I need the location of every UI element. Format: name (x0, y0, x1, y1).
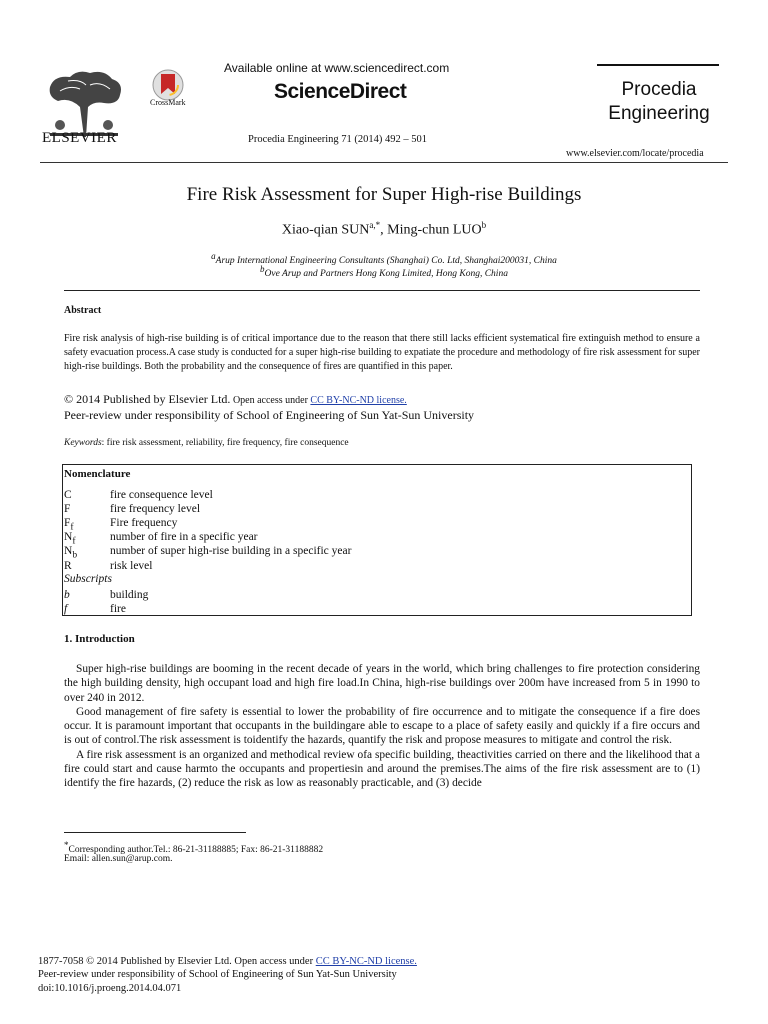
subscript-symbol: b (64, 589, 70, 601)
issn-line (38, 956, 417, 967)
footnote-email[interactable]: Email: allen.sun@arup.com. (64, 854, 173, 864)
intro-paragraph-2: Good management of fire safety is essential to lower the probability of fire occurrence and to mitigate the consequence if a fire does occur. It is paramount important that occupants in the buildingare able to escape to a place of safety easily and quickly if a fire occurs and is out of control.The risk assessment is toidentify the hazards, quantify the risk and propose measures to mitigate and control the risk. (64, 705, 700, 747)
subscript-desc: building (110, 589, 149, 601)
copyright-line (64, 392, 407, 407)
affiliation-1-text: Arup International Engineering Consultants (Shanghai) Co. Ltd, Shanghai200031, China (215, 256, 557, 267)
author-line (0, 220, 768, 239)
journal-name-line1: Procedia (621, 79, 697, 100)
nomenclature-desc: fire consequence level (110, 489, 213, 501)
nomenclature-desc: number of fire in a specific year (110, 531, 258, 543)
keywords-text: : fire risk assessment, reliability, fire frequency, fire consequence (101, 438, 349, 448)
nomenclature-desc: risk level (110, 560, 153, 572)
nomenclature-symbol: N (64, 545, 73, 557)
author-1: Xiao-qian SUN (281, 222, 370, 238)
nomenclature-desc: fire frequency level (110, 503, 201, 515)
nomenclature-symbol: F (64, 517, 71, 529)
peer-review-line: Peer-review under responsibility of School of Engineering of Sun Yat-Sun University (64, 408, 475, 422)
intro-paragraph-3: A fire risk assessment is an organized and methodical review ofa specific building, theactivities carried on there and the likelihood that a fire could start and cause harmto the occupants and propertiesin and around the premises.The aims of the fire risk assessment are to (1) identify the fire hazards, (2) reduce the risk as low as reasonably practicable, and (3) decide (64, 748, 700, 790)
nomenclature-subscript: f (72, 535, 76, 547)
article-title: Fire Risk Assessment for Super High-rise Buildings (186, 184, 582, 205)
nomenclature-symbol: N (64, 531, 73, 543)
subscripts-label: Subscripts (64, 573, 112, 585)
copyright-open-access: Open access under (230, 395, 311, 406)
nomenclature-symbol: R (64, 560, 72, 572)
issn-text: 1877-7058 © 2014 Published by Elsevier Ltd. Open access under (38, 956, 316, 967)
subscript-row (64, 602, 126, 616)
author-2: , Ming-chun LUO (380, 222, 482, 238)
footnote-text: Corresponding author.Tel.: 86-21-31188885; Fax: 86-21-31188882 (68, 845, 324, 856)
journal-title-rule (597, 64, 719, 66)
nomenclature-row (64, 502, 200, 516)
nomenclature-row (64, 544, 352, 561)
nomenclature-desc: number of super high-rise building in a specific year (110, 545, 352, 557)
affiliation-2-text: Ove Arup and Partners Hong Kong Limited, Hong Kong, China (264, 269, 508, 280)
affiliation-2 (0, 264, 768, 279)
footnote-corresponding-author (64, 840, 323, 855)
doi-line[interactable]: doi:10.1016/j.proeng.2014.04.071 (38, 983, 182, 994)
footnote-mark: * (64, 840, 69, 850)
abstract-heading: Abstract (64, 305, 102, 316)
nomenclature-symbol: C (64, 489, 72, 501)
footnote-divider (64, 832, 246, 833)
nomenclature-row (64, 488, 213, 502)
subscript-symbol: f (64, 603, 68, 615)
abstract-text: Fire risk analysis of high-rise building is of critical importance due to the reason that there still lacks efficient systematical fire extinguish method to ensure a safety evacuation process.A case study is conducted for a super high-rise building to expatiate the procedure and methodology of fire risk assessment for super high-rise buildings. Both the probability and the consequence of fires are quantified in this paper. (64, 333, 700, 372)
abstract-divider (64, 290, 700, 291)
introduction-body (64, 662, 700, 791)
available-online-text: Available online at www.sciencedirect.com (224, 61, 450, 75)
author-1-sup: a,* (369, 220, 381, 230)
journal-name-line2: Engineering (608, 103, 710, 124)
journal-url-link[interactable]: www.elsevier.com/locate/procedia (566, 148, 704, 159)
section-heading-introduction: 1. Introduction (64, 633, 135, 645)
nomenclature-symbol: F (64, 503, 71, 515)
nomenclature-row (64, 516, 178, 533)
crossmark-label: CrossMark (150, 98, 186, 107)
nomenclature-row (64, 559, 152, 573)
header-divider (40, 162, 728, 163)
publisher-logo-text: ELSEVIER (42, 130, 117, 146)
subscript-desc: fire (110, 603, 126, 615)
bottom-license-link[interactable]: CC BY-NC-ND license. (315, 956, 417, 967)
nomenclature-row (64, 530, 258, 547)
sciencedirect-logo-text[interactable]: ScienceDirect (274, 80, 407, 103)
author-2-sup: b (481, 220, 487, 230)
copyright-main: © 2014 Published by Elsevier Ltd. (64, 392, 231, 406)
affiliation-2-sup: b (260, 264, 265, 274)
intro-paragraph-1: Super high-rise buildings are booming in the recent decade of years in the world, which bring challenges to fire protection considering the high building density, high occupant load and high fire load.In China, high-rise buildings over 200m have increased from 5 in 1990 to over 240 in 2012. (64, 663, 700, 704)
license-link[interactable]: CC BY-NC-ND license. (310, 395, 407, 406)
keywords-line (64, 438, 349, 448)
nomenclature-subscript: b (72, 549, 78, 561)
journal-citation: Procedia Engineering 71 (2014) 492 – 501 (248, 134, 428, 145)
nomenclature-subscript: f (70, 521, 74, 533)
affiliation-1-sup: a (211, 251, 216, 261)
nomenclature-title: Nomenclature (64, 468, 131, 480)
bottom-peer-review: Peer-review under responsibility of School of Engineering of Sun Yat-Sun University (38, 969, 397, 980)
journal-name (600, 78, 718, 126)
nomenclature-desc: Fire frequency (110, 517, 178, 529)
keywords-label: Keywords (64, 438, 102, 448)
subscript-row (64, 588, 148, 602)
